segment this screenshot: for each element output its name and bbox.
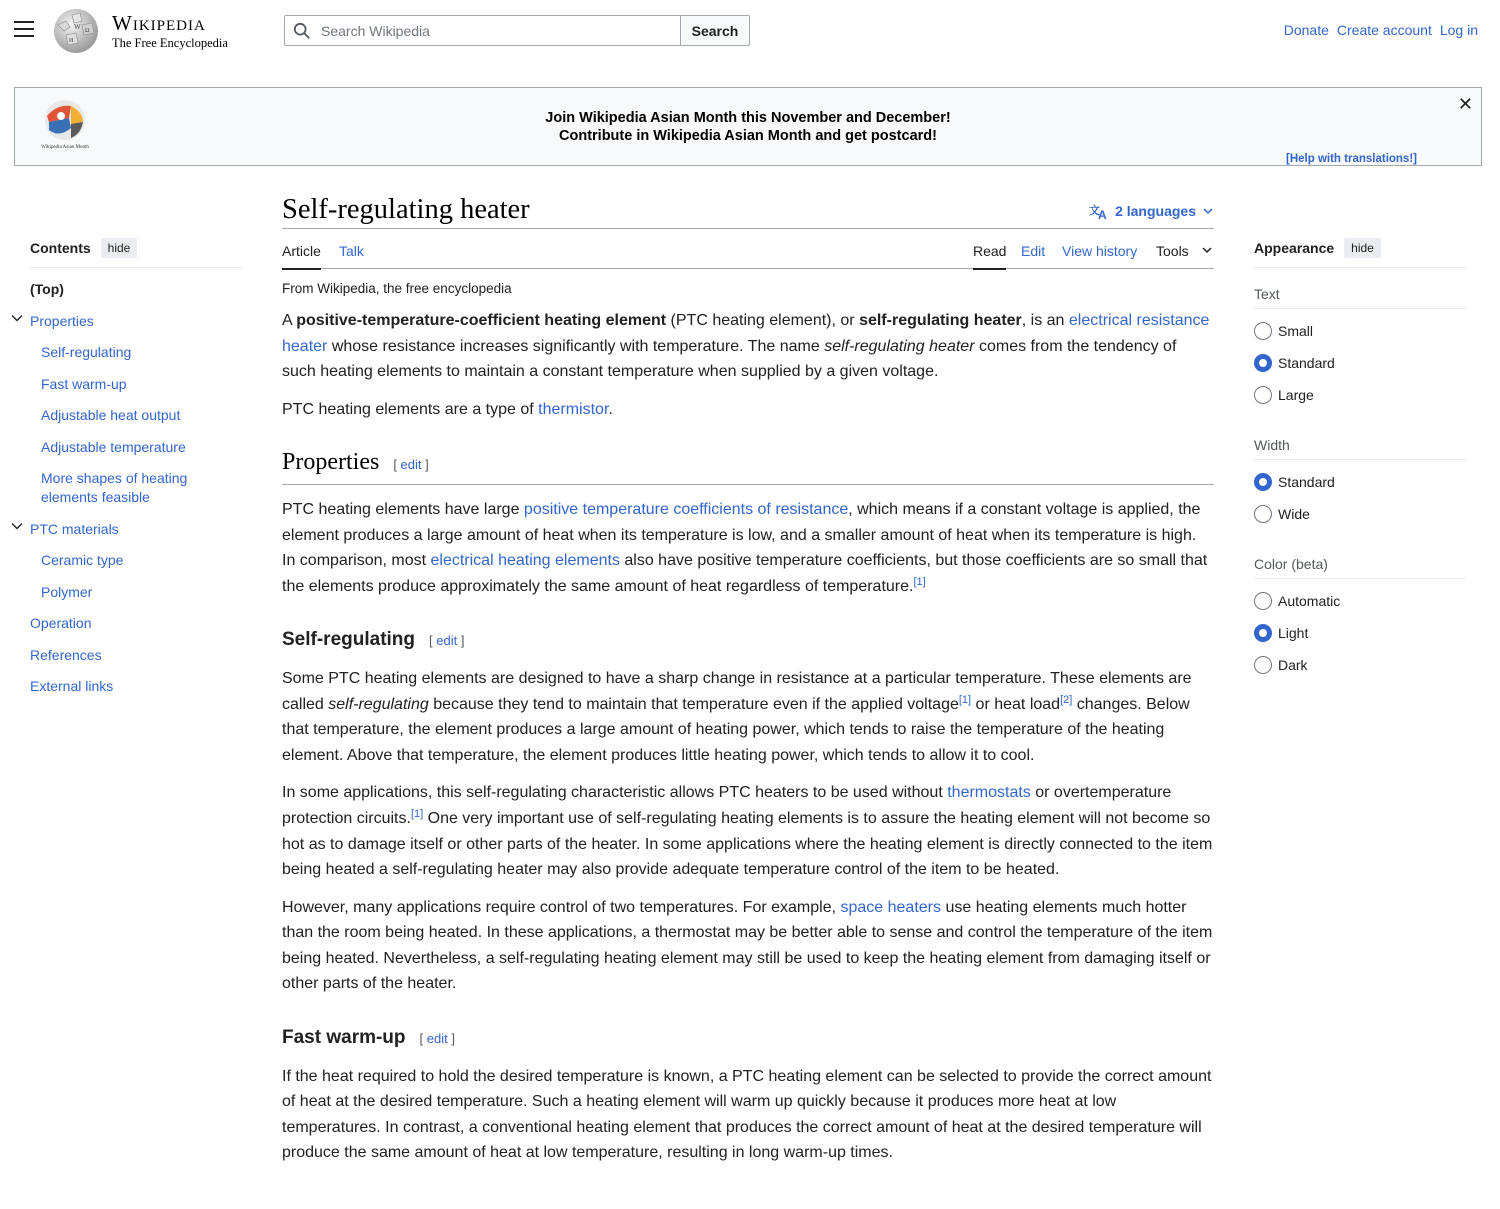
radio-button[interactable] — [1254, 505, 1272, 523]
banner-logo-text: Wikipedia Asian Month — [41, 145, 89, 150]
toc-item-ptc-materials[interactable]: PTC materials — [30, 520, 119, 537]
link-ptc-coefficients[interactable]: positive temperature coefficients of resistance — [523, 500, 849, 518]
reference-link[interactable]: [1] — [913, 575, 926, 588]
heading-properties: Properties [ edit ] — [282, 450, 1214, 485]
radio-width-wide[interactable]: Wide — [1254, 504, 1466, 524]
tab-read[interactable]: Read — [973, 243, 1007, 259]
heading-fast-warm-up: Fast warm-up [ edit ] — [282, 1027, 455, 1049]
banner-line-2: Contribute in Wikipedia Asian Month and get postcard! — [559, 128, 937, 144]
properties-paragraph: PTC heating elements have large positive temperature coefficients of resistance, which means if a constant voltage is applied, the element produces a large amount of heat when its temperature is low, and a smaller amount of heat when its temperature is high. In comparison, most electrical heating elements also have positive temperature coefficients, but those coefficients are so small that the elements produce approximately the same amount of heat regardless of temperature.[1] — [282, 500, 1208, 595]
log-in-link[interactable]: Log in — [1439, 22, 1478, 38]
width-label: Width — [1254, 437, 1466, 460]
tab-tools[interactable] — [1156, 243, 1213, 259]
tab-article[interactable]: Article — [282, 243, 321, 259]
toc-item-adjustable-heat-output[interactable]: Adjustable heat output — [41, 407, 181, 423]
central-notice-banner — [14, 87, 1482, 166]
toc-item-top[interactable]: (Top) — [30, 281, 64, 297]
search-icon — [293, 22, 311, 40]
appearance-hide-button[interactable]: hide — [1344, 238, 1381, 258]
appearance-title: Appearance — [1254, 240, 1335, 256]
toc-item-adjustable-temperature[interactable]: Adjustable temperature — [41, 438, 186, 455]
reference-link[interactable]: [1] — [958, 693, 972, 706]
tab-talk[interactable]: Talk — [339, 243, 364, 259]
self-regulating-paragraph-2: In some applications, this self-regulating characteristic allows PTC heaters to be used without thermostats or overtemperature protection circuits.[1] One very important use of self-regulating heating elements is to assure the heating element will not become so hot as to damage itself or other parts of the heater. In some applications where the heating element is directly connected to the item being heated a self-regulating heater may also provide adequate temperature control of the item to be heated. — [282, 784, 1213, 879]
language-count: 2 languages — [1115, 203, 1196, 219]
wordmark-title: Wikipedia — [112, 10, 206, 35]
link-thermostats[interactable]: thermostats — [947, 784, 1031, 802]
toc-item-polymer[interactable]: Polymer — [41, 583, 93, 600]
svg-text:A: A — [1098, 208, 1107, 220]
fast-warm-up-paragraph: If the heat required to hold the desired temperature is known, a PTC heating element can be selected to provide the correct amount of heat at the desired temperature. Such a heating element will warm up quickly because it produces more heat at low temperatures. In contrast, a conventional heating element that produces the correct amount of heat at the desired temperature will produce the same amount of heat at low temperature, resulting in long warm-up times. — [282, 1067, 1212, 1162]
svg-text:文: 文 — [1089, 204, 1101, 217]
toc-hide-button[interactable]: hide — [101, 238, 138, 258]
radio-text-standard[interactable]: Standard — [1254, 353, 1466, 373]
intro-paragraph-2: PTC heating elements are a type of thermistor. — [282, 400, 613, 418]
table-of-contents — [30, 238, 242, 709]
link-electrical-resistance-heater[interactable]: electrical resistance heater — [282, 312, 1210, 355]
wikipedia-globe-icon — [52, 7, 100, 55]
help-translations-link[interactable]: [Help with translations!] — [1286, 153, 1417, 165]
svg-text:И: И — [69, 38, 74, 44]
link-electrical-heating-elements[interactable]: electrical heating elements — [430, 552, 620, 570]
wordmark-tagline: The Free Encyclopedia — [112, 35, 228, 50]
edit-section-link[interactable]: edit — [436, 633, 458, 649]
reference-link[interactable]: [1] — [410, 807, 424, 820]
radio-button[interactable] — [1254, 624, 1272, 642]
toc-item-operation[interactable]: Operation — [30, 615, 92, 631]
toc-item-ceramic-type[interactable]: Ceramic type — [41, 552, 124, 568]
radio-width-standard[interactable]: Standard — [1254, 472, 1466, 492]
radio-text-large[interactable]: Large — [1254, 385, 1466, 405]
radio-button[interactable] — [1254, 386, 1272, 404]
radio-color-dark[interactable]: Dark — [1254, 655, 1466, 675]
chevron-down-icon[interactable] — [11, 520, 23, 532]
radio-button[interactable] — [1254, 656, 1272, 674]
toc-item-more-shapes[interactable]: More shapes of heating elements feasible — [41, 470, 188, 505]
radio-color-light[interactable]: Light — [1254, 623, 1466, 643]
chevron-down-icon — [1202, 205, 1214, 217]
toc-item-references[interactable]: References — [30, 646, 102, 663]
tools-label: Tools — [1156, 243, 1189, 259]
user-links — [1284, 22, 1478, 38]
reference-link[interactable]: [2] — [1060, 693, 1073, 706]
toc-title: Contents — [30, 240, 91, 256]
chevron-down-icon[interactable] — [11, 312, 23, 324]
svg-text:W: W — [74, 23, 81, 31]
search-box — [284, 15, 681, 46]
intro-paragraph-1: A positive-temperature-coefficient heating element (PTC heating element), or self-regulating heater, is an electrical resistance heater whose resistance increases significantly with temperature. The name self-regulating heater comes from the tendency of such heating elements to maintain a constant temperature when supplied by a given voltage. — [282, 312, 1210, 381]
text-size-label: Text — [1254, 286, 1466, 309]
toc-item-self-regulating[interactable]: Self-regulating — [41, 344, 132, 360]
chevron-down-icon — [1201, 244, 1213, 256]
self-regulating-paragraph-3: However, many applications require control of two temperatures. For example, space heaters use heating elements much hotter than the room being heated. In these applications, a thermostat may be better able to sense and control the temperature of the item being heated. Nevertheless, a self-regulating heating element may still be used to keep the heating element from damaging itself or other parts of the heater. — [282, 898, 1213, 993]
article-body — [282, 308, 1214, 1166]
toc-item-properties[interactable]: Properties — [30, 312, 94, 329]
svg-text:Ω: Ω — [85, 28, 90, 34]
site-header — [0, 0, 1500, 62]
create-account-link[interactable]: Create account — [1336, 22, 1432, 38]
wikipedia-logo[interactable] — [52, 7, 252, 55]
main-menu-icon[interactable] — [14, 21, 34, 39]
language-button[interactable] — [1089, 202, 1214, 220]
appearance-panel — [1254, 238, 1466, 675]
close-icon[interactable]: ✕ — [1457, 94, 1473, 114]
article-main — [282, 192, 1214, 1166]
translate-icon — [1089, 202, 1109, 220]
radio-button[interactable] — [1254, 473, 1272, 491]
self-regulating-paragraph-1: Some PTC heating elements are designed to have a sharp change in resistance at a particular temperature. These elements are called self-regulating because they tend to maintain that temperature even if the applied voltage[1] or heat load[2] changes. Below that temperature, the element produces a large amount of heating power, which tends to raise the temperature of the heating element. Above that temperature, the element produces little heating power, which tends to allow it to cool. — [282, 669, 1192, 764]
donate-link[interactable]: Donate — [1283, 22, 1329, 38]
radio-button[interactable] — [1254, 322, 1272, 340]
banner-line-1: Join Wikipedia Asian Month this November and December! — [545, 110, 951, 126]
edit-section-link[interactable]: edit — [400, 457, 422, 473]
heading-self-regulating: Self-regulating [ edit ] — [282, 629, 465, 651]
edit-section-link[interactable]: edit — [426, 1031, 448, 1047]
page-title: Self-regulating heater — [282, 194, 530, 225]
toc-item-fast-warm-up[interactable]: Fast warm-up — [41, 375, 127, 392]
search-button[interactable]: Search — [680, 15, 750, 46]
color-label: Color (beta) — [1254, 556, 1466, 579]
link-thermistor[interactable]: thermistor — [538, 400, 609, 418]
radio-color-automatic[interactable]: Automatic — [1254, 591, 1466, 611]
tab-edit[interactable]: Edit — [1021, 243, 1046, 259]
radio-button[interactable] — [1254, 592, 1272, 610]
page-tabs — [282, 229, 1214, 269]
tab-view-history[interactable]: View history — [1062, 243, 1138, 259]
link-space-heaters[interactable]: space heaters — [840, 898, 941, 916]
site-tagline: From Wikipedia, the free encyclopedia — [282, 281, 512, 296]
toc-item-external-links[interactable]: External links — [30, 678, 114, 694]
search-input[interactable] — [319, 22, 659, 40]
radio-button[interactable] — [1254, 354, 1272, 372]
radio-text-small[interactable]: Small — [1254, 321, 1466, 341]
